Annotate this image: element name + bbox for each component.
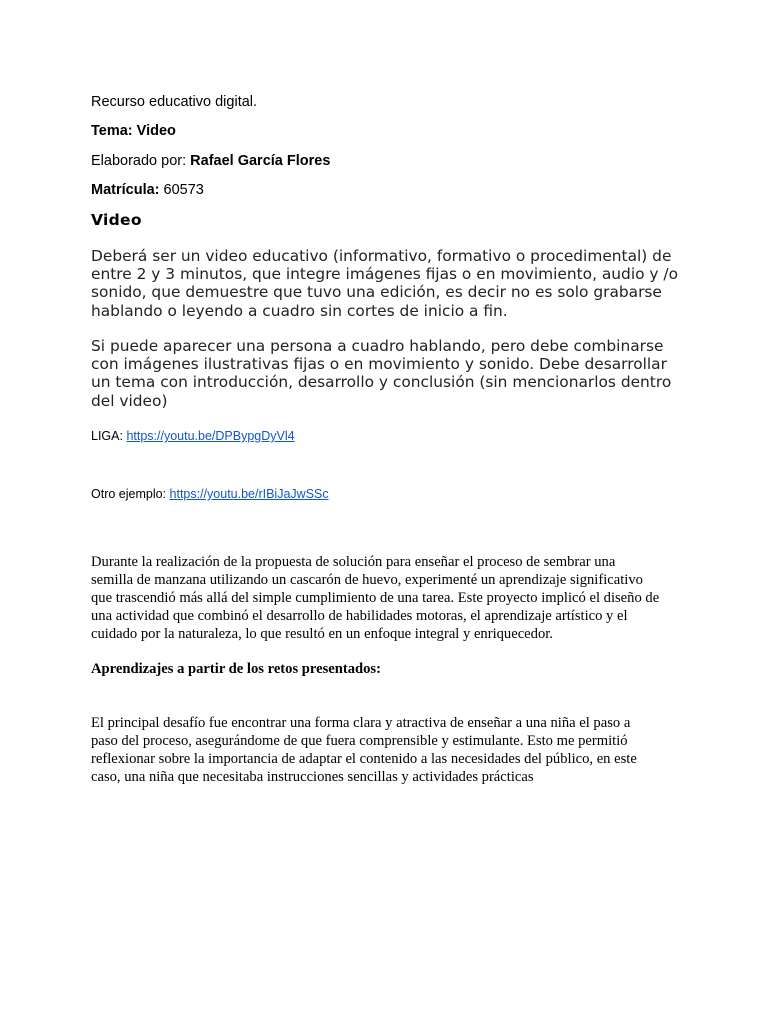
paragraph-line: cuidado por la naturaleza, lo que resultó en un enfoque integral y enriquecedor. xyxy=(91,626,553,642)
paragraph-line: caso, una niña que necesitaba instrucciones sencillas y actividades prácticas xyxy=(91,769,534,785)
author-name: Rafael García Flores xyxy=(190,153,331,169)
paragraph-line: del video) xyxy=(91,391,168,410)
paragraph-line: Deberá ser un video educativo (informativo, formativo o procedimental) de xyxy=(91,247,672,265)
paragraph-line: un tema con introducción, desarrollo y conclusión (sin mencionarlos dentro xyxy=(91,373,672,392)
paragraph-line: que trascendió más allá del simple cumplimiento de una tarea. Este proyecto implicó el diseño de xyxy=(91,590,660,606)
paragraph-line: paso del proceso, asegurándome de que fuera comprensible y estimulante. Esto me permitió xyxy=(91,733,628,749)
resource-line: Recurso educativo digital. xyxy=(91,94,258,110)
paragraph-line: El principal desafío fue encontrar una forma clara y atractiva de enseñar a una niña el paso a xyxy=(91,715,631,731)
paragraph-line: con imágenes ilustrativas fijas o en movimiento y sonido. Debe desarrollar xyxy=(91,355,667,374)
section-heading: Video xyxy=(91,211,142,229)
tema-label: Tema: xyxy=(91,123,133,139)
author-line xyxy=(91,153,330,169)
paragraph-line: entre 2 y 3 minutos, que integre imágenes fijas o en movimiento, audio y /o xyxy=(91,265,679,284)
requirements-paragraph xyxy=(91,247,691,320)
elaborado-label: Elaborado por: xyxy=(91,153,187,169)
challenge-paragraph xyxy=(91,714,691,786)
matricula-line xyxy=(91,182,204,198)
liga-link[interactable]: https://youtu.be/DPBypgDyVl4 xyxy=(126,429,295,443)
guidance-paragraph xyxy=(91,337,691,410)
matricula-value: 60573 xyxy=(163,182,204,198)
paragraph-line: una actividad que combinó el desarrollo de habilidades motoras, el aprendizaje artístico y el xyxy=(91,608,628,624)
paragraph-line: Si puede aparecer una persona a cuadro hablando, pero debe combinarse xyxy=(91,337,664,355)
liga-label: LIGA: xyxy=(91,429,123,443)
paragraph-line: Durante la realización de la propuesta de solución para enseñar el proceso de sembrar una xyxy=(91,554,616,570)
reflection-paragraph xyxy=(91,553,691,643)
tema-line xyxy=(91,123,176,139)
otro-ejemplo-link[interactable]: https://youtu.be/rIBiJaJwSSc xyxy=(169,487,329,501)
liga-line xyxy=(91,429,295,443)
paragraph-line: hablando o leyendo a cuadro sin cortes de inicio a fin. xyxy=(91,301,508,320)
otro-ejemplo-line xyxy=(91,487,329,501)
paragraph-line: sonido, que demuestre que tuvo una edición, es decir no es solo grabarse xyxy=(91,283,662,302)
learning-subheading: Aprendizajes a partir de los retos presentados: xyxy=(91,661,381,677)
paragraph-line: reflexionar sobre la importancia de adaptar el contenido a las necesidades del público, en este xyxy=(91,751,637,767)
tema-value: Video xyxy=(136,123,176,139)
otro-ejemplo-label: Otro ejemplo: xyxy=(91,487,167,501)
paragraph-line: semilla de manzana utilizando un cascarón de huevo, experimenté un aprendizaje significativo xyxy=(91,572,643,588)
matricula-label: Matrícula: xyxy=(91,182,160,198)
